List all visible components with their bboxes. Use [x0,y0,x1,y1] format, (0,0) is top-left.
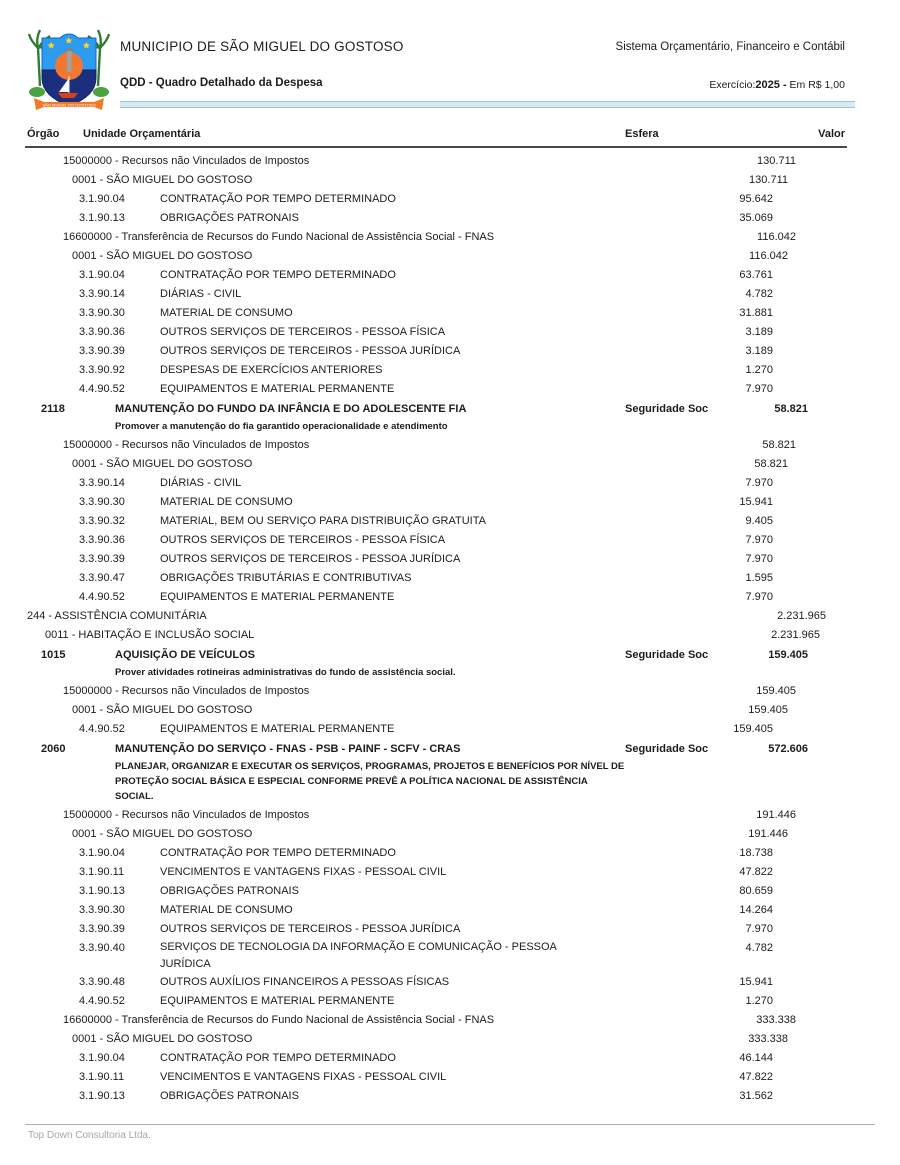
element-value: 14.264 [739,904,773,916]
element-label: EQUIPAMENTOS E MATERIAL PERMANENTE [160,723,395,735]
element-value: 1.270 [745,364,773,376]
unit-label: 0001 - SÃO MIGUEL DO GOSTOSO [72,704,253,716]
table-row-source [0,1011,900,1030]
element-value: 15.941 [739,496,773,508]
element-label: MATERIAL, BEM OU SERVIÇO PARA DISTRIBUIÇÃO GRATUITA [160,515,486,527]
element-label: VENCIMENTOS E VANTAGENS FIXAS - PESSOAL CIVIL [160,1071,447,1083]
element-label: DESPESAS DE EXERCÍCIOS ANTERIORES [160,364,383,376]
table-row-element [0,720,900,739]
element-value: 3.189 [745,345,773,357]
element-label: EQUIPAMENTOS E MATERIAL PERMANENTE [160,995,395,1007]
element-code: 3.3.90.36 [79,534,125,546]
source-value: 333.338 [756,1014,796,1026]
action-description-line: Prover atividades rotineiras administrativas do fundo de assistência social. [115,667,456,678]
table-row-subfunction [0,626,900,645]
element-code: 3.3.90.30 [79,496,125,508]
element-code: 3.1.90.13 [79,885,125,897]
action-description-line: Promover a manutenção do fia garantido operacionalidade e atendimento [115,421,448,432]
element-code: 3.3.90.14 [79,288,125,300]
table-row-element [0,1049,900,1068]
action-code: 2118 [41,403,65,415]
source-value: 159.405 [756,685,796,697]
table-row-element [0,342,900,361]
table-row-element [0,285,900,304]
action-description-line: PLANEJAR, ORGANIZAR E EXECUTAR OS SERVIÇOS, PROGRAMAS, PROJETOS E BENEFÍCIOS POR NÍVEL DE [115,761,625,772]
element-label: CONTRATAÇÃO POR TEMPO DETERMINADO [160,1052,396,1064]
exercise-unit: Em R$ 1,00 [786,79,845,91]
grass-left [29,87,45,97]
table-row-element [0,863,900,882]
element-value: 31.562 [739,1090,773,1102]
element-label: DIÁRIAS - CIVIL [160,477,242,489]
element-value: 18.738 [739,847,773,859]
ribbon-text: SÃO MIGUEL DO GOSTOSO [42,102,96,108]
table-row-element [0,304,900,323]
source-value: 130.711 [757,155,796,167]
element-value: 15.941 [739,976,773,988]
element-label-line: JURÍDICA [160,958,211,970]
action-label: MANUTENÇÃO DO SERVIÇO - FNAS - PSB - PAINF - SCFV - CRAS [115,743,461,755]
table-row-unit [0,171,900,190]
table-row-element [0,361,900,380]
action-value: 58.821 [774,403,808,415]
element-code: 3.3.90.40 [79,942,125,954]
table-row-function [0,607,900,626]
unit-value: 130.711 [749,174,788,186]
source-value: 191.446 [756,809,796,821]
element-value: 80.659 [739,885,773,897]
element-code: 3.1.90.11 [79,1071,125,1083]
element-code: 3.1.90.04 [79,1052,125,1064]
element-value: 9.405 [745,515,773,527]
element-value: 35.069 [739,212,773,224]
table-row-element [0,550,900,569]
element-value: 7.970 [745,534,773,546]
table-row-element [0,920,900,939]
element-value: 4.782 [745,942,773,954]
table-row-element [0,1087,900,1106]
table-row-action [0,646,900,680]
report-title: QDD - Quadro Detalhado da Despesa [120,77,323,89]
lighthouse [67,50,72,72]
element-label: MATERIAL DE CONSUMO [160,904,293,916]
element-label: MATERIAL DE CONSUMO [160,496,293,508]
element-label: OUTROS SERVIÇOS DE TERCEIROS - PESSOA FÍSICA [160,326,446,338]
element-label: OUTROS SERVIÇOS DE TERCEIROS - PESSOA JURÍDICA [160,345,461,357]
element-label: OUTROS AUXÍLIOS FINANCEIROS A PESSOAS FÍSICAS [160,976,450,988]
element-label: MATERIAL DE CONSUMO [160,307,293,319]
table-row-element [0,882,900,901]
source-label: 15000000 - Recursos não Vinculados de Impostos [63,155,310,167]
column-unidade-orcamentaria: Unidade Orçamentária [83,128,201,140]
municipality-name: MUNICIPIO DE SÃO MIGUEL DO GOSTOSO [120,39,404,54]
unit-value: 159.405 [748,704,788,716]
table-row-source [0,152,900,171]
table-row-element [0,209,900,228]
element-code: 3.1.90.13 [79,212,125,224]
table-row-element [0,992,900,1011]
table-row-element [0,1068,900,1087]
element-code: 3.3.90.30 [79,307,125,319]
table-body [0,152,900,1106]
table-row-element [0,493,900,512]
element-value: 95.642 [739,193,773,205]
element-label: CONTRATAÇÃO POR TEMPO DETERMINADO [160,193,396,205]
table-row-action [0,400,900,434]
unit-value: 333.338 [748,1033,788,1045]
element-code: 3.3.90.39 [79,923,125,935]
element-value: 7.970 [745,591,773,603]
column-valor: Valor [818,128,845,140]
element-code: 4.4.90.52 [79,995,125,1007]
element-label: OBRIGAÇÕES PATRONAIS [160,1090,299,1102]
table-row-element [0,323,900,342]
table-row-source [0,682,900,701]
element-label: DIÁRIAS - CIVIL [160,288,242,300]
element-code: 3.3.90.32 [79,515,125,527]
esfera-value: Seguridade Soc [625,743,709,755]
element-value: 7.970 [745,923,773,935]
function-label: 244 - ASSISTÊNCIA COMUNITÁRIA [27,610,207,622]
element-code: 3.1.90.04 [79,193,125,205]
table-row-unit [0,825,900,844]
element-value: 7.970 [745,553,773,565]
table-row-element [0,512,900,531]
action-label: MANUTENÇÃO DO FUNDO DA INFÂNCIA E DO ADOLESCENTE FIA [115,403,467,415]
element-label: OUTROS SERVIÇOS DE TERCEIROS - PESSOA JURÍDICA [160,923,461,935]
action-label: AQUISIÇÃO DE VEÍCULOS [115,649,255,661]
element-label: OBRIGAÇÕES PATRONAIS [160,212,299,224]
element-value: 47.822 [739,1071,773,1083]
source-label: 15000000 - Recursos não Vinculados de Impostos [63,685,310,697]
table-row-source [0,436,900,455]
source-label: 16600000 - Transferência de Recursos do Fundo Nacional de Assistência Social - FNAS [63,1014,495,1026]
action-code: 1015 [41,649,66,661]
action-code: 2060 [41,743,66,755]
table-row-unit [0,247,900,266]
element-code: 3.3.90.39 [79,345,125,357]
subfunction-label: 0011 - HABITAÇÃO E INCLUSÃO SOCIAL [45,629,255,641]
column-orgao: Órgão [27,128,60,140]
element-code: 3.1.90.04 [79,269,125,281]
source-value: 116.042 [757,231,796,243]
element-label: OUTROS SERVIÇOS DE TERCEIROS - PESSOA FÍSICA [160,534,446,546]
column-esfera: Esfera [625,128,659,140]
element-value: 3.189 [745,326,773,338]
element-value: 46.144 [739,1052,773,1064]
esfera-value: Seguridade Soc [625,403,709,415]
exercise-year: 2025 - [755,79,787,91]
element-value: 63.761 [739,269,773,281]
element-code: 4.4.90.52 [79,723,125,735]
element-value: 47.822 [739,866,773,878]
esfera-value: Seguridade Soc [625,649,709,661]
table-row-unit [0,701,900,720]
column-header-rule [25,146,847,148]
element-code: 3.3.90.48 [79,976,125,988]
table-row-unit [0,455,900,474]
table-row-element [0,588,900,607]
action-value: 159.405 [768,649,808,661]
element-value: 159.405 [733,723,773,735]
unit-value: 191.446 [748,828,788,840]
table-row-unit [0,1030,900,1049]
table-row-element [0,973,900,992]
lighthouse-top [66,48,73,51]
source-label: 16600000 - Transferência de Recursos do Fundo Nacional de Assistência Social - FNAS [63,231,495,243]
table-row-element [0,939,900,973]
element-label: CONTRATAÇÃO POR TEMPO DETERMINADO [160,847,396,859]
footer-rule [25,1124,875,1125]
grass-right [93,87,109,97]
element-code: 3.3.90.47 [79,572,125,584]
element-label: CONTRATAÇÃO POR TEMPO DETERMINADO [160,269,396,281]
element-code: 3.3.90.36 [79,326,125,338]
element-code: 3.3.90.14 [79,477,125,489]
element-value: 4.782 [745,288,773,300]
element-code: 3.3.90.30 [79,904,125,916]
table-row-element [0,380,900,399]
element-label-line: SERVIÇOS DE TECNOLOGIA DA INFORMAÇÃO E COMUNICAÇÃO - PESSOA [160,941,557,953]
unit-label: 0001 - SÃO MIGUEL DO GOSTOSO [72,174,253,186]
unit-label: 0001 - SÃO MIGUEL DO GOSTOSO [72,1033,253,1045]
element-label: EQUIPAMENTOS E MATERIAL PERMANENTE [160,591,395,603]
element-code: 3.1.90.04 [79,847,125,859]
table-row-action [0,740,900,804]
table-row-element [0,266,900,285]
system-name: Sistema Orçamentário, Financeiro e Contábil [615,41,845,53]
unit-value: 58.821 [754,458,788,470]
header-divider-bar [120,101,855,108]
source-label: 15000000 - Recursos não Vinculados de Impostos [63,439,310,451]
element-label: EQUIPAMENTOS E MATERIAL PERMANENTE [160,383,395,395]
table-row-element [0,901,900,920]
function-value: 2.231.965 [777,610,826,622]
table-row-source [0,806,900,825]
element-label: OBRIGAÇÕES PATRONAIS [160,885,299,897]
source-value: 58.821 [762,439,796,451]
table-row-source [0,228,900,247]
table-row-element [0,190,900,209]
source-label: 15000000 - Recursos não Vinculados de Impostos [63,809,310,821]
element-value: 1.595 [745,572,773,584]
action-description-line: PROTEÇÃO SOCIAL BÁSICA E ESPECIAL CONFORME PREVÊ A POLÍTICA NACIONAL DE ASSISTÊNCIA [115,776,588,787]
element-label: OUTROS SERVIÇOS DE TERCEIROS - PESSOA JURÍDICA [160,553,461,565]
unit-label: 0001 - SÃO MIGUEL DO GOSTOSO [72,250,253,262]
element-label: VENCIMENTOS E VANTAGENS FIXAS - PESSOAL CIVIL [160,866,447,878]
element-code: 3.3.90.92 [79,364,125,376]
element-label: OBRIGAÇÕES TRIBUTÁRIAS E CONTRIBUTIVAS [160,572,412,584]
table-row-element [0,531,900,550]
element-value: 1.270 [745,995,773,1007]
element-code: 3.1.90.13 [79,1090,125,1102]
element-code: 3.3.90.39 [79,553,125,565]
exercise-label: Exercício: [709,79,756,91]
unit-label: 0001 - SÃO MIGUEL DO GOSTOSO [72,828,253,840]
unit-value: 116.042 [749,250,788,262]
municipality-coat-of-arms-icon [28,26,110,120]
unit-label: 0001 - SÃO MIGUEL DO GOSTOSO [72,458,253,470]
table-row-element [0,474,900,493]
subfunction-value: 2.231.965 [771,629,820,641]
table-row-element [0,569,900,588]
element-value: 7.970 [745,383,773,395]
element-value: 31.881 [739,307,773,319]
action-description-line: SOCIAL. [115,791,154,802]
footer-company: Top Down Consultoria Ltda. [28,1130,151,1141]
action-value: 572.606 [768,743,808,755]
exercise-info [709,79,845,91]
table-row-element [0,844,900,863]
element-code: 3.1.90.11 [79,866,125,878]
element-code: 4.4.90.52 [79,591,125,603]
element-code: 4.4.90.52 [79,383,125,395]
element-value: 7.970 [745,477,773,489]
